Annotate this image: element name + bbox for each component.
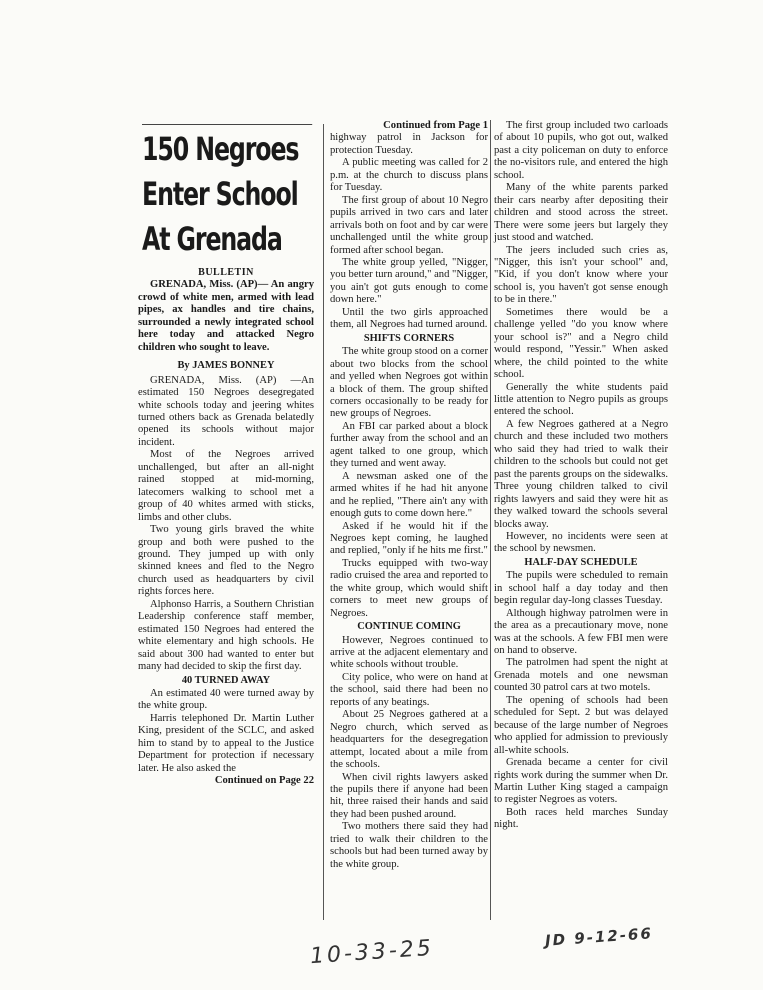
paragraph: Two mothers there said they had tried to walk their children to the schools but had been turned away by the white group.	[330, 821, 488, 870]
bulletin-text: GRENADA, Miss. (AP)— An angry crowd of white men, armed with lead pipes, ax handles and tire chains, surrounded a newly integrated school here today and attacked Negro children who sought to leave.	[138, 279, 314, 353]
handwritten-sheet-number: 10-33-25	[309, 935, 435, 970]
headline-line: Enter School	[142, 175, 298, 213]
subhead: SHIFTS CORNERS	[363, 332, 455, 344]
paragraph: Grenada became a center for civil rights work during the summer when Dr. Martin Luther King staged a campaign to register Negroes as voters.	[494, 757, 668, 806]
column-3	[494, 120, 668, 832]
paragraph: Generally the white students paid little attention to Negro pupils as groups entered the school.	[494, 381, 668, 418]
subhead: HALF-DAY SCHEDULE	[524, 556, 638, 568]
column-1	[138, 112, 314, 788]
paragraph: The pupils were scheduled to remain in school half a day today and then begin regular day-long classes Tuesday.	[494, 570, 668, 607]
paragraph: A newsman asked one of the armed whites if he had hit anyone and he replied, "There ain't any with enough guts to come down here."	[330, 470, 488, 520]
paragraph: Until the two girls approached them, all Negroes had turned around.	[330, 306, 488, 331]
bulletin-label: BULLETIN	[198, 267, 254, 278]
paragraph: The white group yelled, "Nigger, you better turn around," and "Nigger, you ain't got guts enough to come down here."	[330, 256, 488, 306]
paragraph: An estimated 40 were turned away by the white group.	[138, 687, 314, 712]
paragraph: The jeers included such cries as, "Nigger, this isn't your school" and, "Kid, if you don't know where your school is, you haven't got sense enough to be in there."	[494, 244, 668, 306]
paragraph: The white group stood on a corner about two blocks from the school and yelled when Negroes got within a block of them. The group shifted corners occasionally to be ready for new groups of Negroes.	[330, 346, 488, 420]
continued-line: Continued from Page 1	[383, 120, 488, 131]
column-rule	[490, 120, 491, 920]
paragraph: Harris telephoned Dr. Martin Luther King, president of the SCLC, and asked him to stand by to appeal to the Justice Department for protection if necessary later. He also asked the	[138, 712, 314, 774]
paragraph: The first group of about 10 Negro pupils arrived in two cars and later arrivals both on foot and by car were unchallenged until the white group formed after school began.	[330, 194, 488, 256]
paragraph: Alphonso Harris, a Southern Christian Leadership conference staff member, estimated 150 Negroes had entered the white elementary and high schools. He said about 300 had wanted to enter but many had decided to skip the first day.	[138, 598, 314, 673]
paragraph: About 25 Negroes gathered at a Negro church, which served as headquarters for the desegregation attempt, located about a mile from the schools.	[330, 709, 488, 771]
paragraph: Both races held marches Sunday night.	[494, 806, 668, 831]
paragraph: GRENADA, Miss. (AP) —An estimated 150 Negroes desegregated white schools today and jeering whites turned others back as Grenada belatedly opened its schools without major incident.	[138, 374, 314, 448]
paragraph: A public meeting was called for 2 p.m. at the church to discuss plans for Tuesday.	[330, 157, 488, 194]
news-clipping	[110, 112, 670, 920]
paragraph: City police, who were on hand at the school, said there had been no reports of any beatings.	[330, 671, 488, 708]
paragraph: The patrolmen had spent the night at Grenada motels and one newsman counted 30 patrol cars at two motels.	[494, 657, 668, 694]
paragraph: However, no incidents were seen at the school by newsmen.	[494, 530, 668, 555]
paragraph: Although highway patrolmen were in the area as a precautionary move, none was at the schools. A few FBI men were on hand to observe.	[494, 607, 668, 657]
paragraph: highway patrol in Jackson for protection Tuesday.	[330, 132, 488, 156]
paragraph: An FBI car parked about a block further away from the school and an agent talked to one group, which they turned and went away.	[330, 420, 488, 470]
headline	[142, 124, 312, 259]
jump-line: Continued on Page 22	[214, 775, 314, 787]
paragraph: A few Negroes gathered at a Negro church and these included two mothers who said they had tried to walk their children to the schools but could not get past the parents groups on the sidewalks. Three young children talked to civil rights lawyers and said they were hit as they walked toward the schools several blocks away.	[494, 418, 668, 530]
subhead: 40 TURNED AWAY	[181, 674, 271, 686]
paragraph: Sometimes there would be a challenge yelled "do you know where your school is?" and a Negro child would respond, "Yessir." When asked where, the child pointed to the white school.	[494, 306, 668, 381]
paragraph: When civil rights lawyers asked the pupils there if anyone had been hit, three raised their hands and said they had been pushed around.	[330, 771, 488, 820]
paragraph: Most of the Negroes arrived unchallenged, but after an all-night rained stopped at mid-morning, latecomers walking to school met a group of 40 whites armed with sticks, limbs and other clubs.	[138, 449, 314, 523]
paragraph: Trucks equipped with two-way radio cruised the area and reported to the white group, which would shift corners to meet new groups of Negroes.	[330, 557, 488, 619]
paragraph: Many of the white parents parked their cars nearby after depositing their children and stood across the street. There were some jeers but largely they just stood and watched.	[494, 182, 668, 244]
paragraph: However, Negroes continued to arrive at the adjacent elementary and white schools without trouble.	[330, 634, 488, 671]
paragraph: Asked if he would hit if the Negroes kept coming, he laughed and replied, "only if he hits me first."	[330, 520, 488, 557]
byline: By JAMES BONNEY	[177, 360, 275, 372]
column-2	[330, 120, 488, 871]
handwritten-tag: JD 9-12-66	[544, 924, 654, 950]
headline-line: 150 Negroes	[142, 130, 299, 168]
paragraph: The first group included two carloads of about 10 pupils, who got out, walked past a city policeman on duty to enforce the no-visitors rule, and entered the high school.	[494, 120, 668, 181]
paragraph: Two young girls braved the white group and both were pushed to the ground. They jumped up with only skinned knees and fled to the Negro church used as headquarters by civil rights forces here.	[138, 524, 314, 598]
headline-line: At Grenada	[142, 220, 282, 258]
subhead: CONTINUE COMING	[357, 621, 461, 633]
paragraph: The opening of schools had been scheduled for Sept. 2 but was delayed because of the large number of Negroes who applied for admission to previously all-white schools.	[494, 694, 668, 756]
column-rule	[323, 124, 324, 920]
